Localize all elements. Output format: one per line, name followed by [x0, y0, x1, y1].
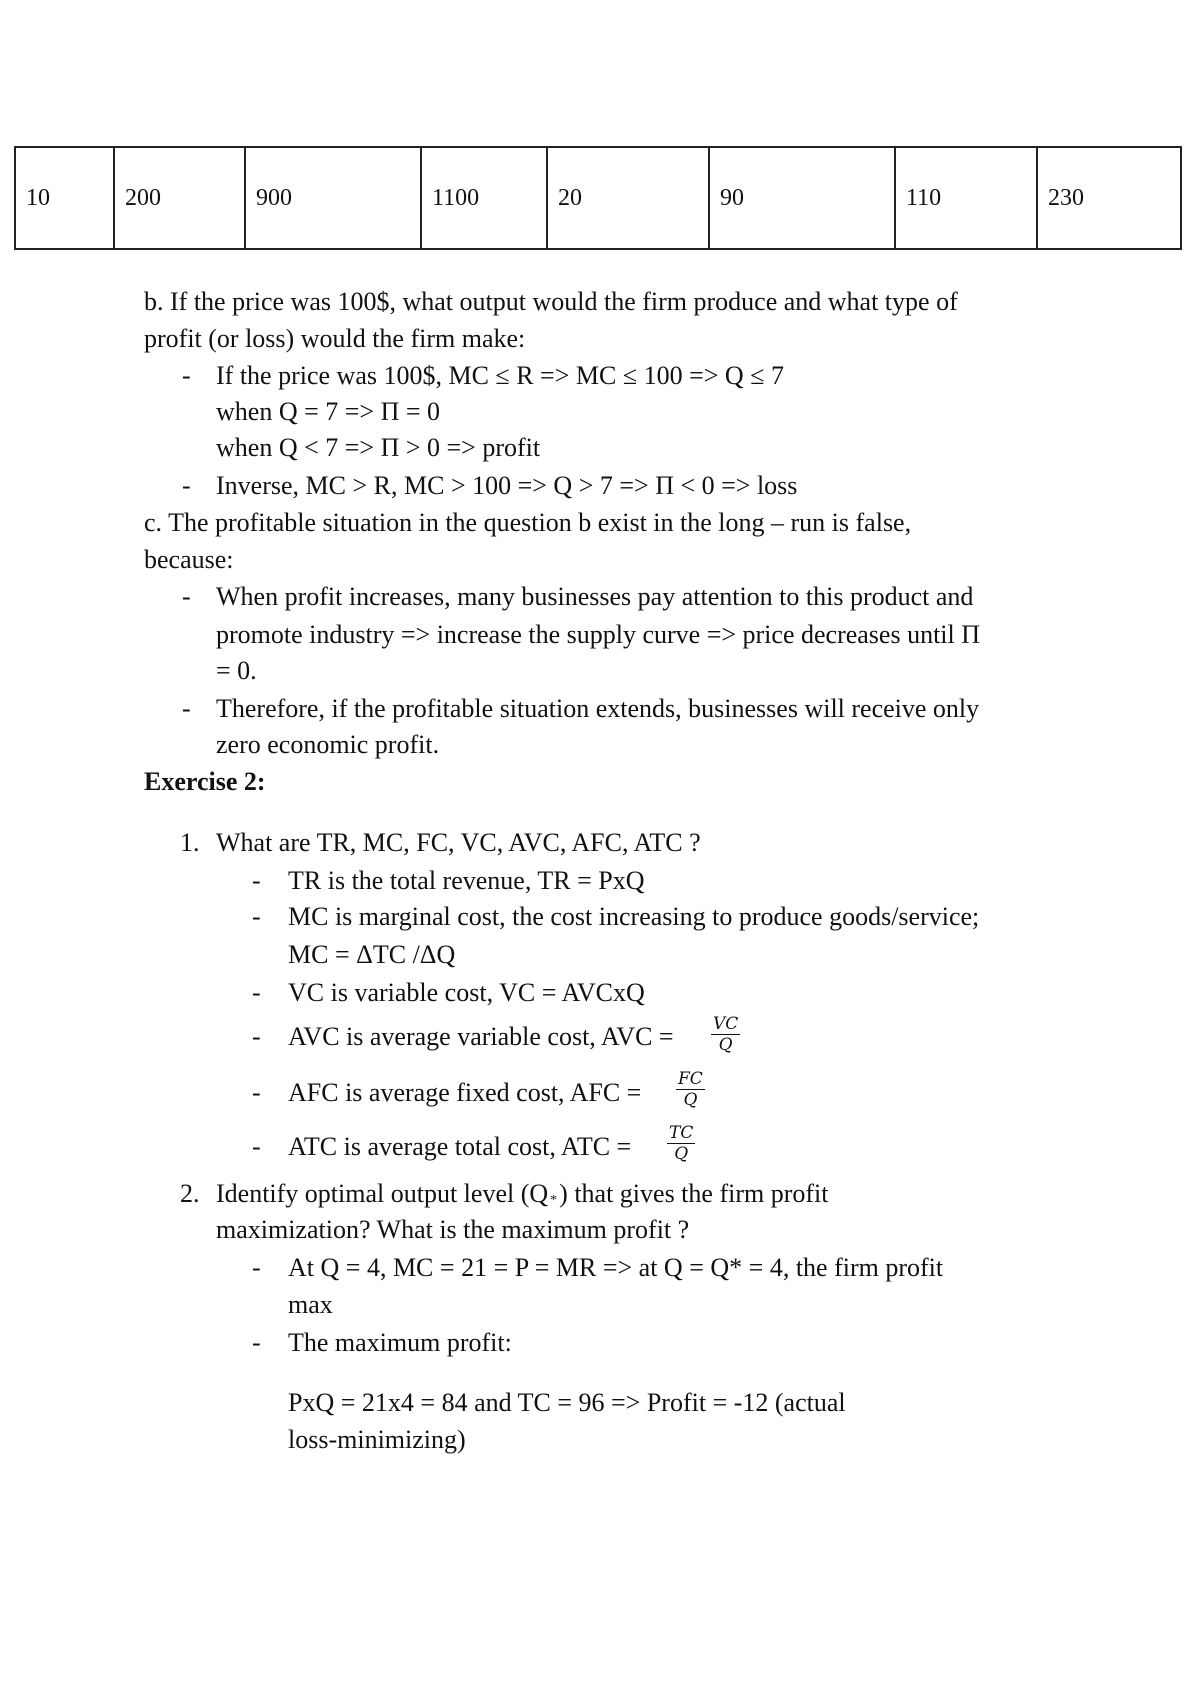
bullet-dash: -: [182, 361, 191, 390]
part-c-bullet-2-line-2: zero economic profit.: [216, 730, 440, 759]
afc-fraction: [676, 1069, 705, 1110]
afc-denominator: Q: [683, 1090, 698, 1110]
atc-fraction: [667, 1123, 695, 1164]
table-row: [15, 147, 1181, 249]
avc-fraction: [711, 1014, 740, 1055]
bullet-dash: -: [252, 1132, 261, 1161]
bullet-dash: -: [182, 582, 191, 611]
answer-max-profit-label: The maximum profit:: [288, 1328, 512, 1357]
avc-numerator: VC: [713, 1014, 739, 1034]
data-table: [14, 146, 1182, 250]
question-1: What are TR, MC, FC, VC, AVC, AFC, ATC ?: [216, 828, 701, 857]
bullet-dash: -: [252, 902, 261, 931]
bullet-dash: -: [252, 978, 261, 1007]
bullet-dash: -: [252, 1328, 261, 1357]
atc-denominator: Q: [674, 1144, 689, 1164]
vc-definition: VC is variable cost, VC = AVCxQ: [288, 978, 645, 1007]
tr-definition: TR is the total revenue, TR = PxQ: [288, 866, 645, 895]
part-c-heading-cont: because:: [144, 545, 234, 574]
question-2: [216, 1177, 828, 1218]
mc-formula: MC = ΔTC /ΔQ: [288, 940, 456, 969]
afc-numerator: FC: [678, 1069, 703, 1089]
bullet-dash: -: [252, 1253, 261, 1282]
part-b-heading: b. If the price was 100$, what output would the firm produce and what type of: [144, 287, 958, 316]
atc-numerator: TC: [669, 1123, 694, 1143]
table-cell: 90: [709, 147, 895, 249]
part-b-bullet-1-line-2: when Q = 7 => Π = 0: [216, 397, 441, 426]
part-b-heading-cont: profit (or loss) would the firm make:: [144, 324, 526, 353]
afc-definition: AFC is average fixed cost, AFC =: [288, 1078, 642, 1107]
part-c-bullet-1-line-3: = 0.: [216, 656, 257, 685]
part-c-bullet-2: Therefore, if the profitable situation extends, businesses will receive only: [216, 694, 980, 723]
mc-definition: MC is marginal cost, the cost increasing to produce goods/service;: [288, 902, 980, 931]
answer-optimal-output: At Q = 4, MC = 21 = P = MR => at Q = Q* = 4, the firm profit: [288, 1253, 944, 1282]
table-cell: 110: [895, 147, 1037, 249]
table-cell: 1100: [421, 147, 547, 249]
answer-profit-calculation-line-2: loss-minimizing): [288, 1425, 466, 1454]
table-cell: 20: [547, 147, 709, 249]
question-2-number: 2.: [180, 1179, 200, 1208]
answer-optimal-output-line-2: max: [288, 1290, 333, 1319]
part-c-bullet-1: When profit increases, many businesses pay attention to this product and: [216, 582, 974, 611]
bullet-dash: -: [252, 866, 261, 895]
q-star-superscript: *: [550, 1193, 558, 1208]
bullet-dash: -: [182, 694, 191, 723]
table-cell: 200: [114, 147, 245, 249]
question-2-part-1: Identify optimal output level (Q: [216, 1179, 549, 1208]
answer-profit-calculation: PxQ = 21x4 = 84 and TC = 96 => Profit = -12 (actual: [288, 1388, 846, 1417]
question-2-part-2: ) that gives the firm profit: [559, 1179, 829, 1208]
atc-definition: ATC is average total cost, ATC =: [288, 1132, 632, 1161]
bullet-dash: -: [182, 471, 191, 500]
part-c-heading: c. The profitable situation in the question b exist in the long – run is false,: [144, 508, 912, 537]
table-cell: 230: [1037, 147, 1181, 249]
avc-definition: AVC is average variable cost, AVC =: [288, 1022, 674, 1051]
part-b-bullet-2: Inverse, MC > R, MC > 100 => Q > 7 => Π < 0 => loss: [216, 471, 798, 500]
bullet-dash: -: [252, 1078, 261, 1107]
avc-denominator: Q: [718, 1035, 733, 1055]
question-1-number: 1.: [180, 828, 200, 857]
part-b-bullet-1-line-3: when Q < 7 => Π > 0 => profit: [216, 433, 541, 462]
table-cell: 900: [245, 147, 421, 249]
bullet-dash: -: [252, 1022, 261, 1051]
part-c-bullet-1-line-2: promote industry => increase the supply curve => price decreases until Π: [216, 620, 981, 649]
question-2-line-2: maximization? What is the maximum profit ?: [216, 1215, 690, 1244]
exercise-2-title: Exercise 2:: [144, 767, 266, 796]
table-cell: 10: [15, 147, 114, 249]
part-b-bullet-1: If the price was 100$, MC ≤ R => MC ≤ 100 => Q ≤ 7: [216, 361, 784, 390]
